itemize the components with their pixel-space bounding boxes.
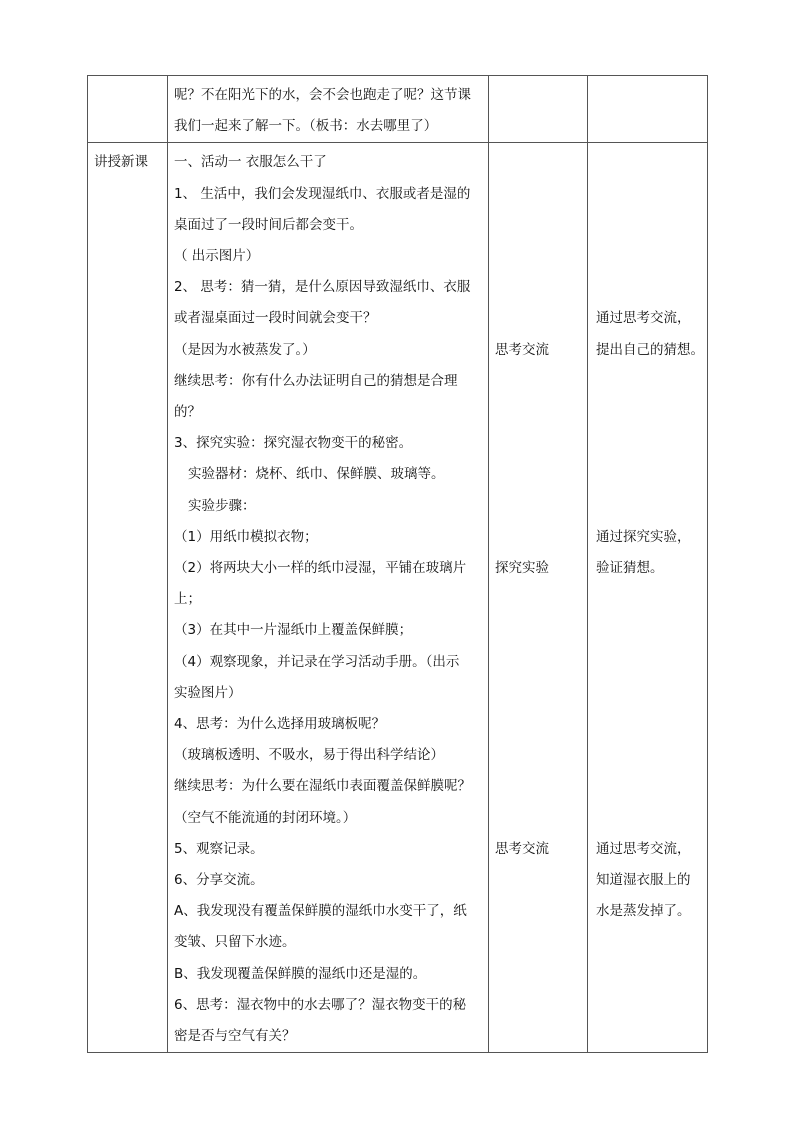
student-activity: 探究实验 [495, 560, 549, 577]
content-line: 6、分享交流。 [174, 872, 264, 889]
section-label: 讲授新课 [94, 154, 148, 171]
content-line: 继续思考：为什么要在湿纸巾表面覆盖保鲜膜呢？ [174, 778, 471, 795]
blank-line [596, 397, 701, 428]
blank-line [495, 927, 581, 958]
content-line: 5、观察记录。 [174, 840, 264, 857]
content-line: 的？ [174, 404, 201, 421]
content-line: 4、思考：为什么选择用玻璃板呢？ [174, 716, 386, 733]
blank-line [596, 241, 701, 272]
blank-line [495, 366, 581, 397]
main-row [88, 143, 708, 1053]
blank-line [596, 647, 701, 678]
content-line: 密是否与空气有关？ [174, 1028, 296, 1045]
content-line: 上； [174, 591, 201, 608]
content-line: 继续思考：你有什么办法证明自己的猜想是合理 [174, 372, 458, 389]
design-intent-line: 通过思考交流， [596, 840, 691, 857]
blank-line [596, 771, 701, 802]
blank-line [596, 272, 701, 303]
content-line: 变皱、只留下水迹。 [174, 934, 296, 951]
blank-line [596, 147, 701, 178]
blank-line [596, 459, 701, 490]
intro-line: 我们一起来了解一下。（板书：水去哪里了） [174, 118, 438, 135]
blank-line [495, 584, 581, 615]
blank-line [495, 896, 581, 927]
blank-line [495, 147, 581, 178]
intro-section-cell [88, 76, 168, 143]
blank-line [495, 709, 581, 740]
design-intent-cell [588, 143, 708, 1053]
blank-line [495, 647, 581, 678]
blank-line [596, 709, 701, 740]
content-line: 实验器材：烧杯、纸巾、保鲜膜、玻璃等。 [188, 466, 445, 483]
blank-line [596, 491, 701, 522]
intro-activity-cell [489, 76, 588, 143]
blank-line [495, 990, 581, 1021]
content-line: 1、 生活中，我们会发现湿纸巾、衣服或者是湿的 [174, 185, 471, 202]
intro-intent-cell [588, 76, 708, 143]
design-intent-line: 知道湿衣服上的 [596, 872, 691, 889]
blank-line [495, 1021, 581, 1052]
blank-line [596, 584, 701, 615]
content-line: （3）在其中一片湿纸巾上覆盖保鲜膜； [174, 622, 413, 639]
blank-line [596, 803, 701, 834]
design-intent-line: 水是蒸发掉了。 [596, 903, 691, 920]
design-intent-line: 通过探究实验， [596, 528, 691, 545]
blank-line [596, 959, 701, 990]
blank-line [596, 1021, 701, 1052]
content-line: （ 出示图片） [174, 248, 260, 265]
content-line: （2）将两块大小一样的纸巾浸湿，平铺在玻璃片 [174, 560, 467, 577]
student-activity-cell [489, 143, 588, 1053]
content-line: 或者湿桌面过一段时间就会变干？ [174, 310, 377, 327]
content-line: A、我发现没有覆盖保鲜膜的湿纸巾水变干了，纸 [174, 903, 467, 920]
design-intent-line: 验证猜想。 [596, 560, 664, 577]
blank-line [495, 241, 581, 272]
blank-line [495, 272, 581, 303]
content-line: B、我发现覆盖保鲜膜的湿纸巾还是湿的。 [174, 965, 427, 982]
blank-line [596, 179, 701, 210]
content-line: （空气不能流通的封闭环境。） [174, 809, 357, 826]
content-line: 桌面过了一段时间后都会变干。 [174, 216, 363, 233]
blank-line [495, 522, 581, 553]
blank-line [495, 491, 581, 522]
blank-line [495, 740, 581, 771]
blank-line [495, 397, 581, 428]
content-line: 实验图片） [174, 684, 242, 701]
content-line: 实验步骤： [188, 497, 256, 514]
content-line: （1）用纸巾模拟衣物； [174, 528, 318, 545]
blank-line [495, 210, 581, 241]
content-line: （是因为水被蒸发了。） [174, 341, 316, 358]
content-line: 6、思考：湿衣物中的水去哪了？湿衣物变干的秘 [174, 996, 467, 1013]
blank-line [495, 179, 581, 210]
section-cell [88, 143, 168, 1053]
content-line: 一、活动一 衣服怎么干了 [174, 154, 327, 171]
blank-line [495, 428, 581, 459]
blank-line [596, 366, 701, 397]
blank-line [596, 678, 701, 709]
student-activity: 思考交流 [495, 840, 549, 857]
blank-line [495, 959, 581, 990]
blank-line [495, 459, 581, 490]
blank-line [495, 865, 581, 896]
student-activity: 思考交流 [495, 341, 549, 358]
lesson-plan-table [87, 75, 708, 1053]
content-line: （4）观察现象，并记录在学习活动手册。（出示 [174, 653, 460, 670]
blank-line [596, 210, 701, 241]
content-cell [168, 143, 489, 1053]
design-intent-line: 通过思考交流， [596, 310, 691, 327]
blank-line [495, 803, 581, 834]
blank-line [596, 927, 701, 958]
intro-content-cell [168, 76, 489, 143]
content-line: 3、探究实验：探究湿衣物变干的秘密。 [174, 435, 413, 452]
blank-line [495, 771, 581, 802]
content-line: 2、 思考：猜一猜，是什么原因导致湿纸巾、衣服 [174, 279, 471, 296]
blank-line [596, 428, 701, 459]
intro-row [88, 76, 708, 143]
blank-line [596, 615, 701, 646]
design-intent-line: 提出自己的猜想。 [596, 341, 704, 358]
blank-line [495, 615, 581, 646]
content-line: （玻璃板透明、不吸水，易于得出科学结论） [174, 747, 444, 764]
blank-line [495, 303, 581, 334]
blank-line [596, 990, 701, 1021]
blank-line [495, 678, 581, 709]
blank-line [596, 740, 701, 771]
intro-line: 呢？不在阳光下的水，会不会也跑走了呢？这节课 [174, 87, 471, 103]
